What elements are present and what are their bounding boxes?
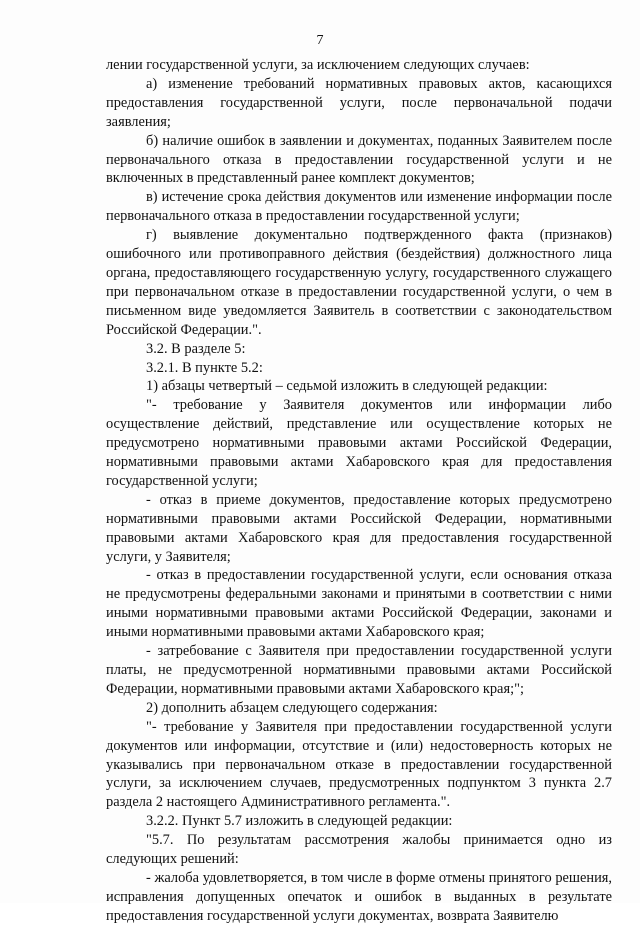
paragraph-item-b: б) наличие ошибок в заявлении и документах, поданных Заявителем после первоначального отказа в предоставлении государственной услуги и не включенных в представленный ранее комплект документов; <box>106 132 612 187</box>
paragraph-quote-complaint-satisfied: - жалоба удовлетворяется, в том числе в форме отмены принятого решения, исправления допущенных опечаток и ошибок в выданных в результате предоставления государственной услуги документах, возврата Заявителю <box>106 869 612 924</box>
paragraph-subitem-2: 2) дополнить абзацем следующего содержания: <box>146 699 438 716</box>
paragraph-item-g: г) выявление документально подтвержденного факта (признаков) ошибочного или противоправного действия (бездействия) должностного лица органа, предоставляющего государственную услугу, государственного служащего при первоначальном отказе в предоставлении государственной услуги, о чем в письменном виде уведомляется Заявитель в соответствии с законодательством Российской Федерации.". <box>106 227 612 338</box>
paragraph-quote-requirement: "- требование у Заявителя документов или информации либо осуществление действий, представление или осуществление которых не предусмотрено нормативными правовыми актами Российской Федерации, нормативными правовыми актами Хабаровского края для предоставления государственной услуги; <box>106 397 612 489</box>
paragraph-quote-refusal-intake: - отказ в приеме документов, предоставление которых предусмотрено нормативными правовыми актами Российской Федерации, нормативными правовыми актами Хабаровского края для предоставления государственной услуги, у Заявителя; <box>106 491 612 565</box>
page-number: 7 <box>316 33 324 48</box>
paragraph-section-3-2: 3.2. В разделе 5: <box>146 340 246 357</box>
paragraph-item-a: а) изменение требований нормативных правовых актов, касающихся предоставления государственной услуги, после первоначальной подачи заявления; <box>106 75 612 130</box>
document-body <box>106 56 612 926</box>
paragraph-subitem-1: 1) абзацы четвертый – седьмой изложить в следующей редакции: <box>146 378 548 395</box>
paragraph-quote-refusal-service: - отказ в предоставлении государственной услуги, если основания отказа не предусмотрены федеральными законами и принятыми в соответствии с ними иными нормативными правовыми актами Российской Федерации, законами и иными нормативными правовыми актами Хабаровского края; <box>106 567 612 641</box>
paragraph-continuation: лении государственной услуги, за исключением следующих случаев: <box>106 57 530 73</box>
paragraph-section-3-2-1: 3.2.1. В пункте 5.2: <box>146 359 263 376</box>
paragraph-item-v: в) истечение срока действия документов или изменение информации после первоначального отказа в предоставлении государственной услуги; <box>106 189 612 225</box>
paragraph-quote-additional: "- требование у Заявителя при предоставлении государственной услуги документов или информации, отсутствие и (или) недостоверность которых не указывались при первоначальном отказе в предоставлении государственной услуги, за исключением случаев, предусмотренных подпунктом 3 пункта 2.7 раздела 2 настоящего Административного регламента.". <box>106 718 612 811</box>
paragraph-section-3-2-2: 3.2.2. Пункт 5.7 изложить в следующей редакции: <box>146 813 453 830</box>
paragraph-quote-5-7: "5.7. По результатам рассмотрения жалобы принимается одно из следующих решений: <box>106 832 612 868</box>
paragraph-quote-fee: - затребование с Заявителя при предоставлении государственной услуги платы, не предусмотренной нормативными правовыми актами Российской Федерации, нормативными правовыми актами Хабаровского края;"; <box>106 643 612 697</box>
